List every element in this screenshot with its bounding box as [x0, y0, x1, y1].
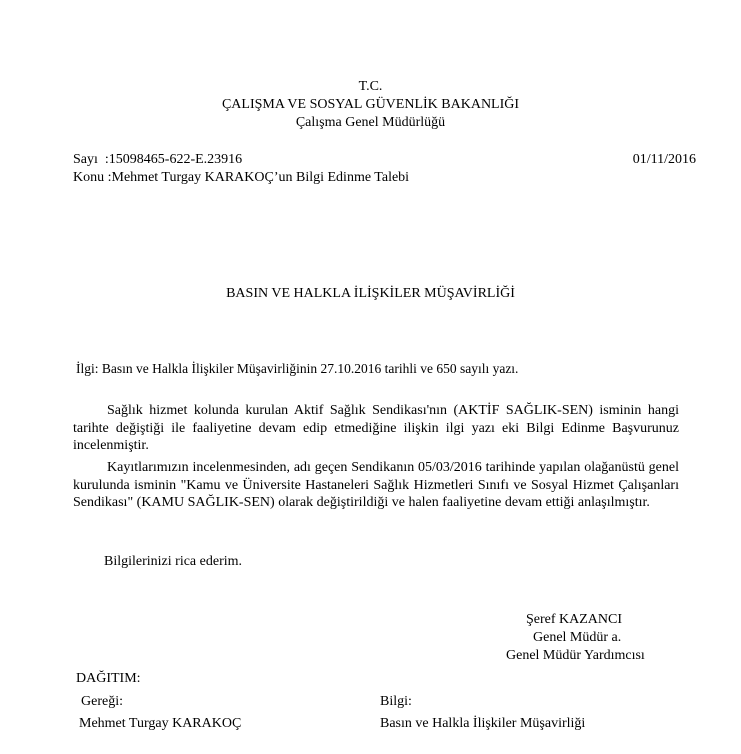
- konu-value: :Mehmet Turgay KARAKOÇ’un Bilgi Edinme Talebi: [107, 170, 410, 185]
- ilgi-row: [76, 360, 518, 377]
- header-tc: T.C.: [358, 79, 383, 94]
- body-paragraph-2: Kayıtlarımızın incelenmesinden, adı geçen Sendikanın 05/03/2016 tarihinde yapılan olağanüstü genel kurulunda isminin "Kamu ve Üniversite Hastaneleri Sağlık Hizmetleri Sınıfı ve Sosyal Hizmet Çalışanları Sendikası" (KAMU SAĞLIK-SEN) olarak değiştirildiği ve halen faaliyetine devam ettiği anlaşılmıştır.: [73, 460, 679, 510]
- header-ministry: ÇALIŞMA VE SOSYAL GÜVENLİK BAKANLIĞI: [221, 97, 520, 112]
- sayi-value: :15098465-622-E.23916: [104, 152, 243, 167]
- ilgi-text: Basın ve Halkla İlişkiler Müşavirliğinin 27.10.2016 tarihli ve 650 sayılı yazı.: [101, 361, 519, 376]
- document-date: 01/11/2016: [632, 152, 696, 167]
- konu-label: Konu: [73, 170, 105, 185]
- konu-row: [73, 169, 409, 186]
- signature-title-1: Genel Müdür a.: [533, 630, 622, 645]
- closing-text: Bilgilerinizi rica ederim.: [104, 554, 243, 569]
- signature-title-2: Genel Müdür Yardımcısı: [506, 648, 645, 663]
- distribution-gereği-label: Gereği:: [81, 694, 123, 709]
- header-directorate: Çalışma Genel Müdürlüğü: [295, 115, 446, 130]
- distribution-gereği-value: Mehmet Turgay KARAKOÇ: [79, 716, 242, 731]
- signature-name: Şeref KAZANCI: [526, 612, 623, 627]
- sayi-row: [73, 151, 242, 168]
- distribution-bilgi-label: Bilgi:: [380, 694, 412, 709]
- ilgi-label: İlgi:: [76, 361, 99, 376]
- body-paragraph-1: Sağlık hizmet kolunda kurulan Aktif Sağlık Sendikası'nın (AKTİF SAĞLIK-SEN) isminin hangi tarihte değiştiği ile faaliyetine devam edip etmediğine ilişkin ilgi yazı eki Bilgi Edinme Başvurunuz incelenmiştir.: [73, 403, 679, 453]
- sayi-label: Sayı: [73, 152, 98, 167]
- distribution-bilgi-value: Basın ve Halkla İlişkiler Müşavirliği: [380, 716, 586, 731]
- distribution-label: DAĞITIM:: [76, 671, 141, 686]
- recipient: BASIN VE HALKLA İLİŞKİLER MÜŞAVİRLİĞİ: [226, 286, 515, 301]
